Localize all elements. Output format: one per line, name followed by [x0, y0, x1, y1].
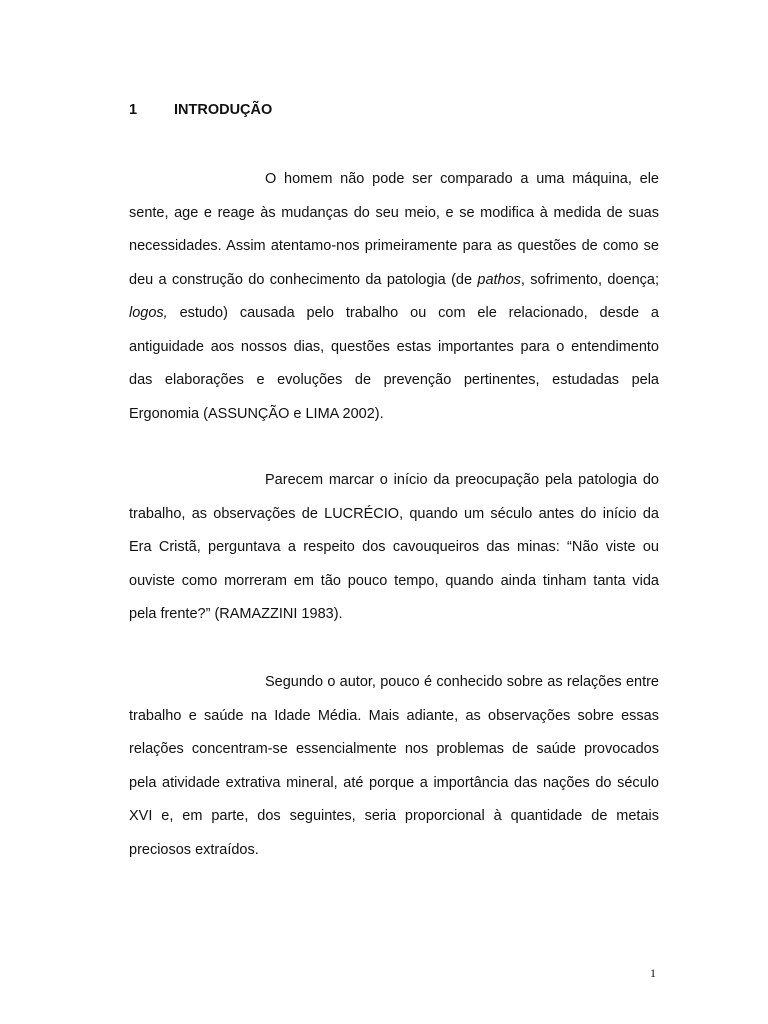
section-title: INTRODUÇÃO	[174, 102, 273, 118]
term-pathos: pathos	[477, 271, 521, 288]
paragraph-3	[129, 666, 659, 867]
term-logos: logos,	[129, 305, 168, 321]
page-number: 1	[650, 966, 656, 980]
paragraph-1	[129, 163, 659, 431]
section-heading	[129, 102, 272, 118]
section-number: 1	[129, 102, 138, 118]
paragraph-1-text-a: O homem não pode ser comparado a uma máquina, ele sente, age e reage às mudanças do seu meio, e se modifica à medida de suas necessidades. Assim atentamo-nos primeiramente para as questões de como se deu a construção do conhecimento da patologia (de	[129, 171, 659, 288]
paragraph-1-text-b: , sofrimento, doença;	[520, 271, 659, 288]
paragraph-1-text-c: estudo) causada pelo trabalho ou com ele relacionado, desde a antiguidade aos nossos dias, questões estas importantes para o entendimento das elaborações e evoluções de prevenção pertinentes, estudadas pela Ergonomia (ASSUNÇÃO e LIMA 2002).	[129, 305, 659, 422]
paragraph-2-text: Parecem marcar o início da preocupação pela patologia do trabalho, as observações de LUCRÉCIO, quando um século antes do início da Era Cristã, perguntava a respeito dos cavouqueiros das minas: “Não viste ou ouviste como morreram em tão pouco tempo, quando ainda tinham tanta vida pela frente?” (RAMAZZINI 1983).	[129, 472, 659, 622]
paragraph-3-text: Segundo o autor, pouco é conhecido sobre as relações entre trabalho e saúde na Idade Média. Mais adiante, as observações sobre essas relações concentram-se essencialmente nos problemas de saúde provocados pela atividade extrativa mineral, até porque a importância das nações do século XVI e, em parte, dos seguintes, seria proporcional à quantidade de metais preciosos extraídos.	[129, 674, 659, 858]
paragraph-2	[129, 464, 659, 632]
